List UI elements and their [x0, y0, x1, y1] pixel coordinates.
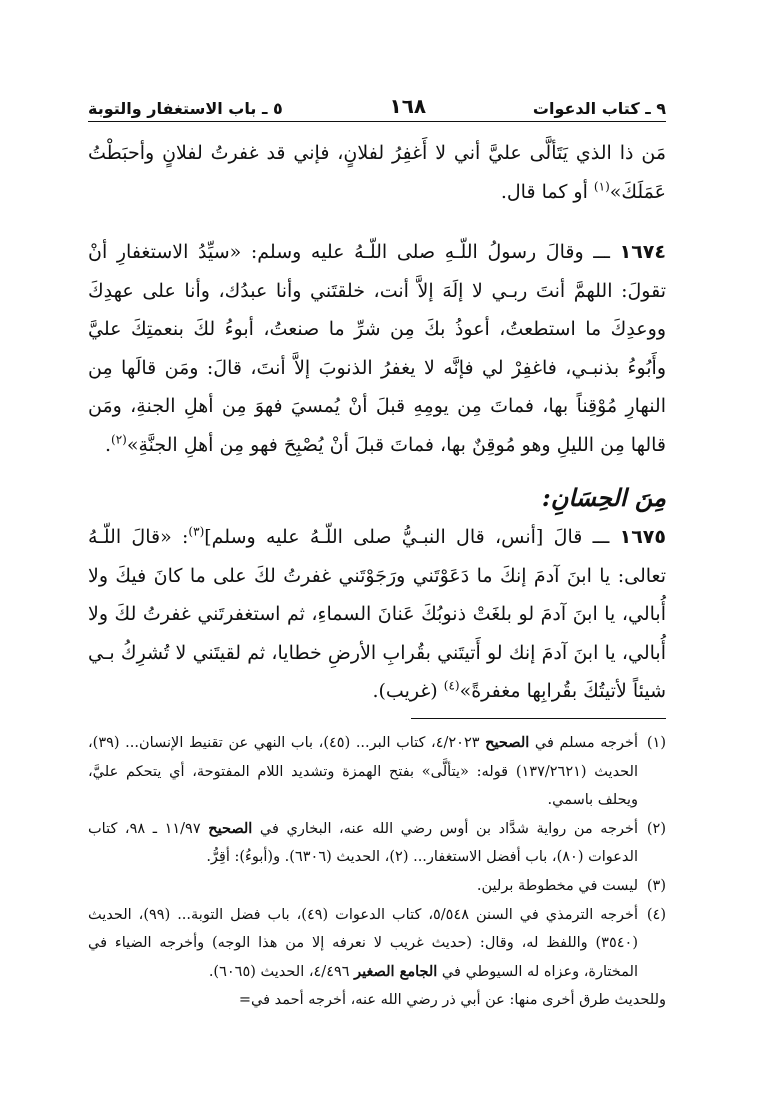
footnote-label: (٢): [646, 820, 666, 837]
footnote-text: ليست في مخطوطة برلين.: [476, 877, 638, 894]
footnote-label: (٣): [646, 877, 666, 894]
paragraph-continuation: [88, 134, 666, 211]
hadith-1675: [88, 518, 666, 711]
section-title: ٥ ـ باب الاستغفار والتوبة: [88, 99, 283, 118]
hadith-number: ١٦٧٤: [619, 241, 666, 263]
footnote-ref-2: (٢): [111, 432, 127, 447]
footnote-book-title: الصحيح: [485, 734, 530, 751]
header-divider: [88, 121, 666, 122]
spacer: [88, 464, 666, 472]
hadith-1674: [88, 233, 666, 464]
running-header: [88, 88, 666, 118]
footnote-ref-1: (١): [593, 179, 610, 194]
footnote-1: [88, 729, 666, 815]
footnote-ref-4: (٤): [443, 678, 460, 693]
page-number: ١٦٨: [389, 94, 427, 118]
footnote-text-b: ٤/٢٠٢٣، كتاب البر... (٤٥)، باب النهي عن تقنيط الإنسان... (٣٩)، الحديث (١٣٧/٢٦٢١) قوله: «يتألَّى» بفتح الهمزة وتشديد اللام المفتوحة، أي يتحكم عليَّ، ويحلف باسمي.: [88, 735, 638, 809]
hadith-tail: (غريب).: [372, 680, 444, 702]
footnote-divider: [411, 718, 666, 719]
footnote-text: [88, 901, 638, 987]
section-heading: مِنَ الحِسَانِ:: [541, 483, 666, 512]
hadith-number: ١٦٧٥: [619, 526, 666, 548]
footnotes: [88, 729, 666, 1015]
hadith-text-a: ـــ قالَ [أنس، قال النبـيُّ صلى اللّـهُ عليه وسلم]: [204, 526, 620, 548]
hadith-tail: .: [104, 433, 111, 456]
continuation-text: مَن ذا الذي يَتَألَّى عليَّ أني لا أَغفِرُ لفلانٍ، فإني قد غفرتُ لفلانٍ وأحبَطْتُ عَمَلَكَ»: [88, 142, 666, 203]
footnote-continuation: وللحديث طرق أخرى منها: عن أبي ذر رضي الله عنه، أخرجه أحمد في=: [238, 992, 666, 1009]
hadith-text: ـــ وقالَ رسولُ اللّـهِ صلى اللّـهُ عليه وسلم: «سيِّدُ الاستغفارِ أنْ تقولَ: اللهمَّ أنتَ ربـي لا إلَهَ إلاَّ أنت، خلقتَني وأنا عبدُك، وأنا على عهدِكَ ووعدِكَ ما استطعتُ، أعوذُ بكَ مِن شرِّ ما صنعتُ، أبوءُ لكَ بنعمتِكَ عليَّ وأَبُوءُ بذنبـي، فاغفِرْ لي فإنَّه لا يغفرُ الذنوبَ إلاَّ أنتَ، قالَ: ومَن قالَها مِن النهارِ مُوْقِناً بها، فماتَ مِن يومِهِ قبلَ أنْ يُمسيَ فهوَ مِن أهلِ الجنةِ، ومَن قالها مِن الليلِ وهو مُوقِنٌ بها، فماتَ قبلَ أنْ يُصْبِحَ فهو مِن أهلِ الجنَّةِ»: [88, 241, 666, 456]
footnote-book-title: الصحيح: [208, 819, 253, 837]
footnote-4: [88, 901, 666, 987]
footnote-text-a: أخرجه الترمذي في السنن ٥/٥٤٨، كتاب الدعوات (٤٩)، باب فضل التوبة... (٩٩)، الحديث (٣٥٤٠) واللفظ له، وقال: (حديث غريب لا نعرفه إلا من هذا الوجه) وأخرجه الضياء في المختارة، وعزاه له السيوطي في: [88, 906, 638, 980]
spacer: [88, 211, 666, 233]
footnote-text: [88, 815, 638, 872]
footnote-text-a: أخرجه مسلم في: [529, 735, 638, 751]
footnote-text: [88, 729, 638, 815]
footnote-text-a: أخرجه من رواية شدَّاد بن أوس رضي الله عنه، البخاري في: [252, 820, 638, 837]
footnote-text-b: ١١/٩٧ ـ ٩٨، كتاب الدعوات (٨٠)، باب أفضل الاستغفار... (٢)، الحديث (٦٣٠٦). و(أبوءُ): أقِرُّ.: [88, 820, 638, 866]
footnote-2: [88, 815, 666, 872]
footnote-3: [88, 872, 666, 901]
footnote-label: (٤): [646, 906, 666, 923]
chapter-title: ٩ ـ كتاب الدعوات: [532, 99, 666, 118]
continuation-tail: أو كما قال.: [500, 180, 594, 203]
main-text: [88, 134, 666, 711]
footnote-text-b: ٤/٤٩٦، الحديث (٦٠٦٥).: [208, 963, 355, 980]
hadith-text-b: : «قالَ اللّـهُ تعالى: يا ابنَ آدمَ إنكَ ما دَعَوْتَني ورَجَوْتَني غفرتُ لكَ على ما كانَ فيكَ ولا أُبالي، يا ابنَ آدمَ لو بلغَتْ ذنوبُكَ عَنانَ السماءِ، ثم استغفرتَني غفرتُ لكَ ولا أُبالي، يا ابنَ آدمَ إنك لو أَتيتَني بقُرابِ الأرضِ خطايا، ثم لقيتَني لا تُشرِكُ بـي شيئاً لأتيتُكَ بقُرابِها مغفرةً»: [88, 526, 666, 702]
footnote-label: (١): [646, 735, 666, 751]
footnote-ref-3: (٣): [188, 524, 205, 539]
footnote-book-title: الجامع الصغير: [354, 962, 438, 980]
